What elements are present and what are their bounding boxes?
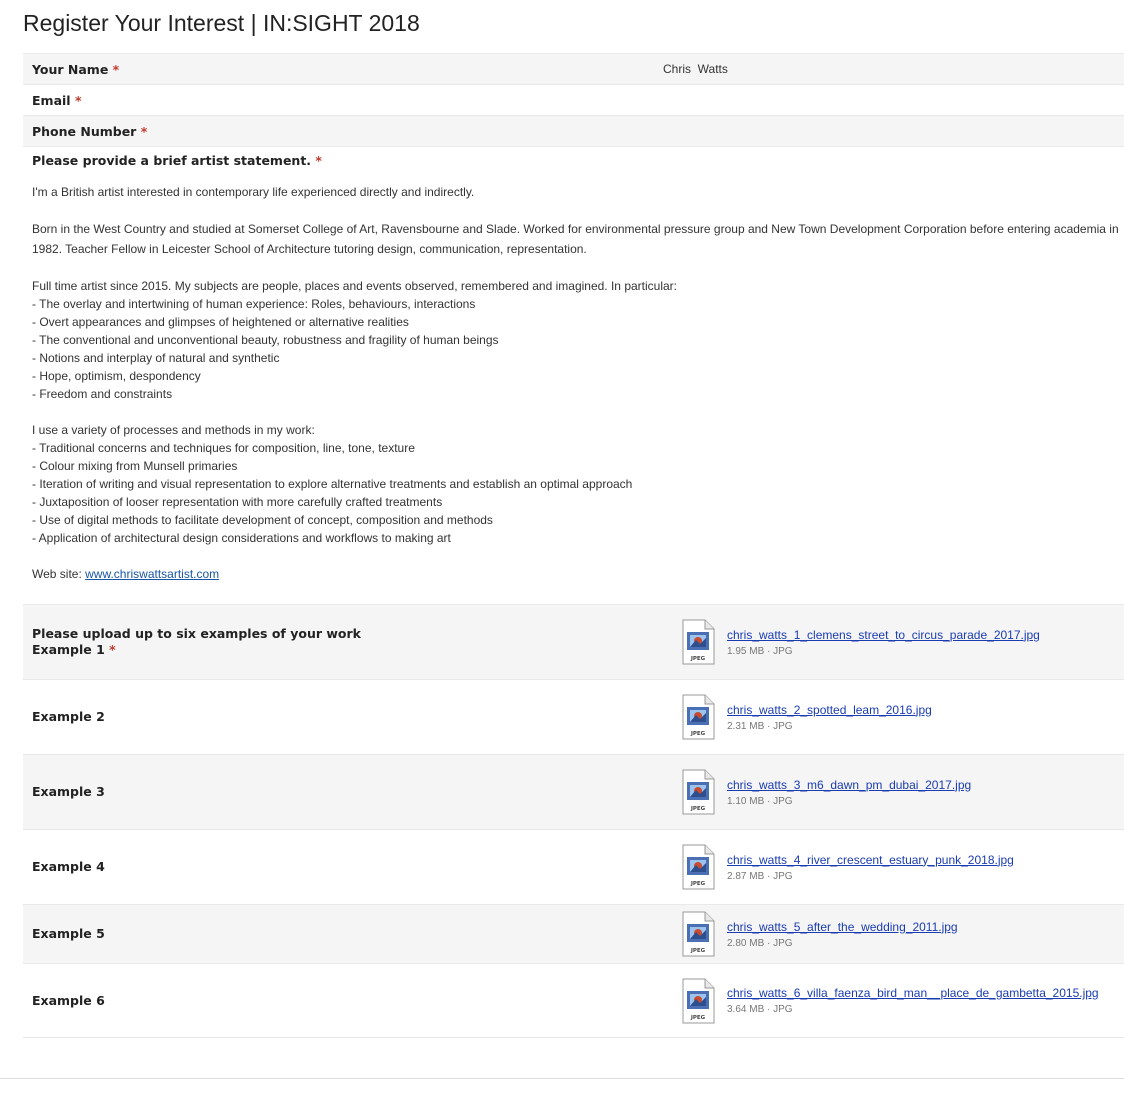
email-label	[23, 93, 663, 108]
file-size: 2.87 MB · JPG	[727, 870, 793, 882]
required-marker: *	[140, 123, 148, 139]
file-attachment	[663, 844, 1014, 890]
jpeg-file-icon[interactable]	[681, 619, 715, 665]
file-meta	[727, 920, 958, 949]
registration-form	[23, 53, 1124, 1038]
svg-text:JPEG: JPEG	[690, 881, 706, 887]
example-label-text: Example 1	[32, 642, 105, 657]
file-meta	[727, 853, 1014, 882]
list-item: - Use of digital methods to facilitate development of concept, composition and methods	[32, 513, 493, 527]
file-attachment	[663, 769, 971, 815]
file-size: 2.80 MB · JPG	[727, 937, 793, 949]
example-row-5	[23, 904, 1124, 963]
statement-label	[32, 153, 1124, 168]
jpeg-file-icon[interactable]	[681, 978, 715, 1024]
name-value: Chris Watts	[663, 62, 728, 76]
statement-methods-intro: I use a variety of processes and methods in my work:	[32, 423, 315, 437]
phone-label	[23, 124, 663, 139]
example-label	[23, 626, 663, 658]
file-size: 3.64 MB · JPG	[727, 1004, 793, 1015]
example-label-text: Example 6	[32, 992, 105, 1008]
example-label	[23, 926, 663, 942]
list-item: - Juxtaposition of looser representation with more carefully crafted treatments	[32, 495, 443, 509]
file-meta	[727, 703, 932, 732]
file-attachment	[663, 978, 1099, 1024]
statement-website	[32, 565, 1124, 583]
footer-divider	[0, 1078, 1124, 1079]
file-link[interactable]: chris_watts_5_after_the_wedding_2011.jpg	[727, 919, 958, 934]
file-size: 1.95 MB · JPG	[727, 645, 793, 657]
list-item: - Traditional concerns and techniques for composition, line, tone, texture	[32, 441, 415, 455]
example-label	[23, 993, 663, 1009]
name-label-text: Your Name	[32, 61, 109, 77]
file-link[interactable]: chris_watts_2_spotted_leam_2016.jpg	[727, 702, 932, 717]
required-marker: *	[315, 153, 322, 168]
example-label-text: Example 2	[32, 709, 105, 724]
file-link[interactable]: chris_watts_4_river_crescent_estuary_punk_2018.jpg	[727, 852, 1014, 867]
file-attachment	[663, 619, 1040, 665]
list-item: - Colour mixing from Munsell primaries	[32, 459, 238, 473]
methods-list	[32, 439, 1124, 547]
file-link[interactable]: chris_watts_1_clemens_street_to_circus_parade_2017.jpg	[727, 627, 1040, 642]
name-label	[23, 62, 663, 77]
phone-row	[23, 115, 1124, 146]
statement-intro: I'm a British artist interested in contemporary life experienced directly and indirectly.	[32, 185, 475, 199]
list-item: - Overt appearances and glimpses of heightened or alternative realities	[32, 315, 409, 329]
example-row-2	[23, 679, 1124, 754]
statement-label-text: Please provide a brief artist statement.	[32, 153, 312, 168]
example-label	[23, 784, 663, 800]
example-row-1	[23, 604, 1124, 679]
jpeg-file-icon[interactable]	[681, 844, 715, 890]
list-item: - Hope, optimism, despondency	[32, 369, 201, 383]
statement-bio: Born in the West Country and studied at Somerset College of Art, Ravensbourne and Slade. Worked for environmental pressure group and New Town Development Corporation before entering academia in 1982. Teacher Fellow in Leicester School of Architecture tutoring design, communication, representation.	[32, 222, 1119, 256]
jpeg-file-icon[interactable]	[681, 769, 715, 815]
uploads-heading: Please upload up to six examples of your work	[32, 626, 361, 641]
statement-row	[23, 146, 1124, 604]
file-attachment	[663, 694, 932, 740]
website-label: Web site:	[32, 567, 86, 581]
jpeg-file-icon[interactable]	[681, 911, 715, 957]
required-marker: *	[74, 92, 82, 108]
svg-text:JPEG: JPEG	[690, 656, 706, 662]
svg-text:JPEG: JPEG	[690, 1014, 706, 1021]
uploads-section	[23, 604, 1124, 1038]
list-item: - Application of architectural design considerations and workflows to making art	[32, 531, 451, 545]
file-meta	[727, 778, 971, 807]
phone-label-text: Phone Number	[32, 123, 137, 139]
file-link[interactable]: chris_watts_6_villa_faenza_bird_man__place_de_gambetta_2015.jpg	[727, 986, 1099, 1000]
file-meta	[727, 986, 1099, 1015]
svg-text:JPEG: JPEG	[690, 948, 706, 954]
file-size: 1.10 MB · JPG	[727, 795, 793, 807]
example-row-4	[23, 829, 1124, 904]
email-label-text: Email	[32, 92, 71, 108]
email-row	[23, 84, 1124, 115]
example-row-6	[23, 963, 1124, 1038]
required-marker: *	[104, 642, 116, 657]
example-label	[23, 709, 663, 725]
page-title: Register Your Interest | IN:SIGHT 2018	[23, 10, 420, 36]
list-item: - Iteration of writing and visual representation to explore alternative treatments and establish an optimal approach	[32, 477, 633, 491]
file-link[interactable]: chris_watts_3_m6_dawn_pm_dubai_2017.jpg	[727, 777, 972, 792]
file-meta	[727, 628, 1040, 657]
statement-subjects-intro: Full time artist since 2015. My subjects are people, places and events observed, remembered and imagined. In particular:	[32, 279, 677, 293]
list-item: - Freedom and constraints	[32, 387, 173, 401]
list-item: - The conventional and unconventional beauty, robustness and fragility of human beings	[32, 333, 499, 347]
artist-statement	[32, 183, 1124, 583]
website-link[interactable]: www.chriswattsartist.com	[85, 567, 220, 581]
required-marker: *	[112, 61, 120, 77]
subjects-list	[32, 295, 1124, 403]
example-label-text: Example 5	[32, 926, 105, 941]
example-label	[23, 859, 663, 875]
example-label-text: Example 4	[32, 859, 105, 874]
file-attachment	[663, 911, 958, 957]
svg-text:JPEG: JPEG	[690, 731, 706, 737]
list-item: - Notions and interplay of natural and synthetic	[32, 351, 280, 365]
svg-text:JPEG: JPEG	[690, 806, 706, 812]
jpeg-file-icon[interactable]	[681, 694, 715, 740]
list-item: - The overlay and intertwining of human experience: Roles, behaviours, interactions	[32, 297, 476, 311]
name-row	[23, 53, 1124, 84]
file-size: 2.31 MB · JPG	[727, 720, 793, 732]
example-label-text: Example 3	[32, 784, 105, 799]
example-row-3	[23, 754, 1124, 829]
